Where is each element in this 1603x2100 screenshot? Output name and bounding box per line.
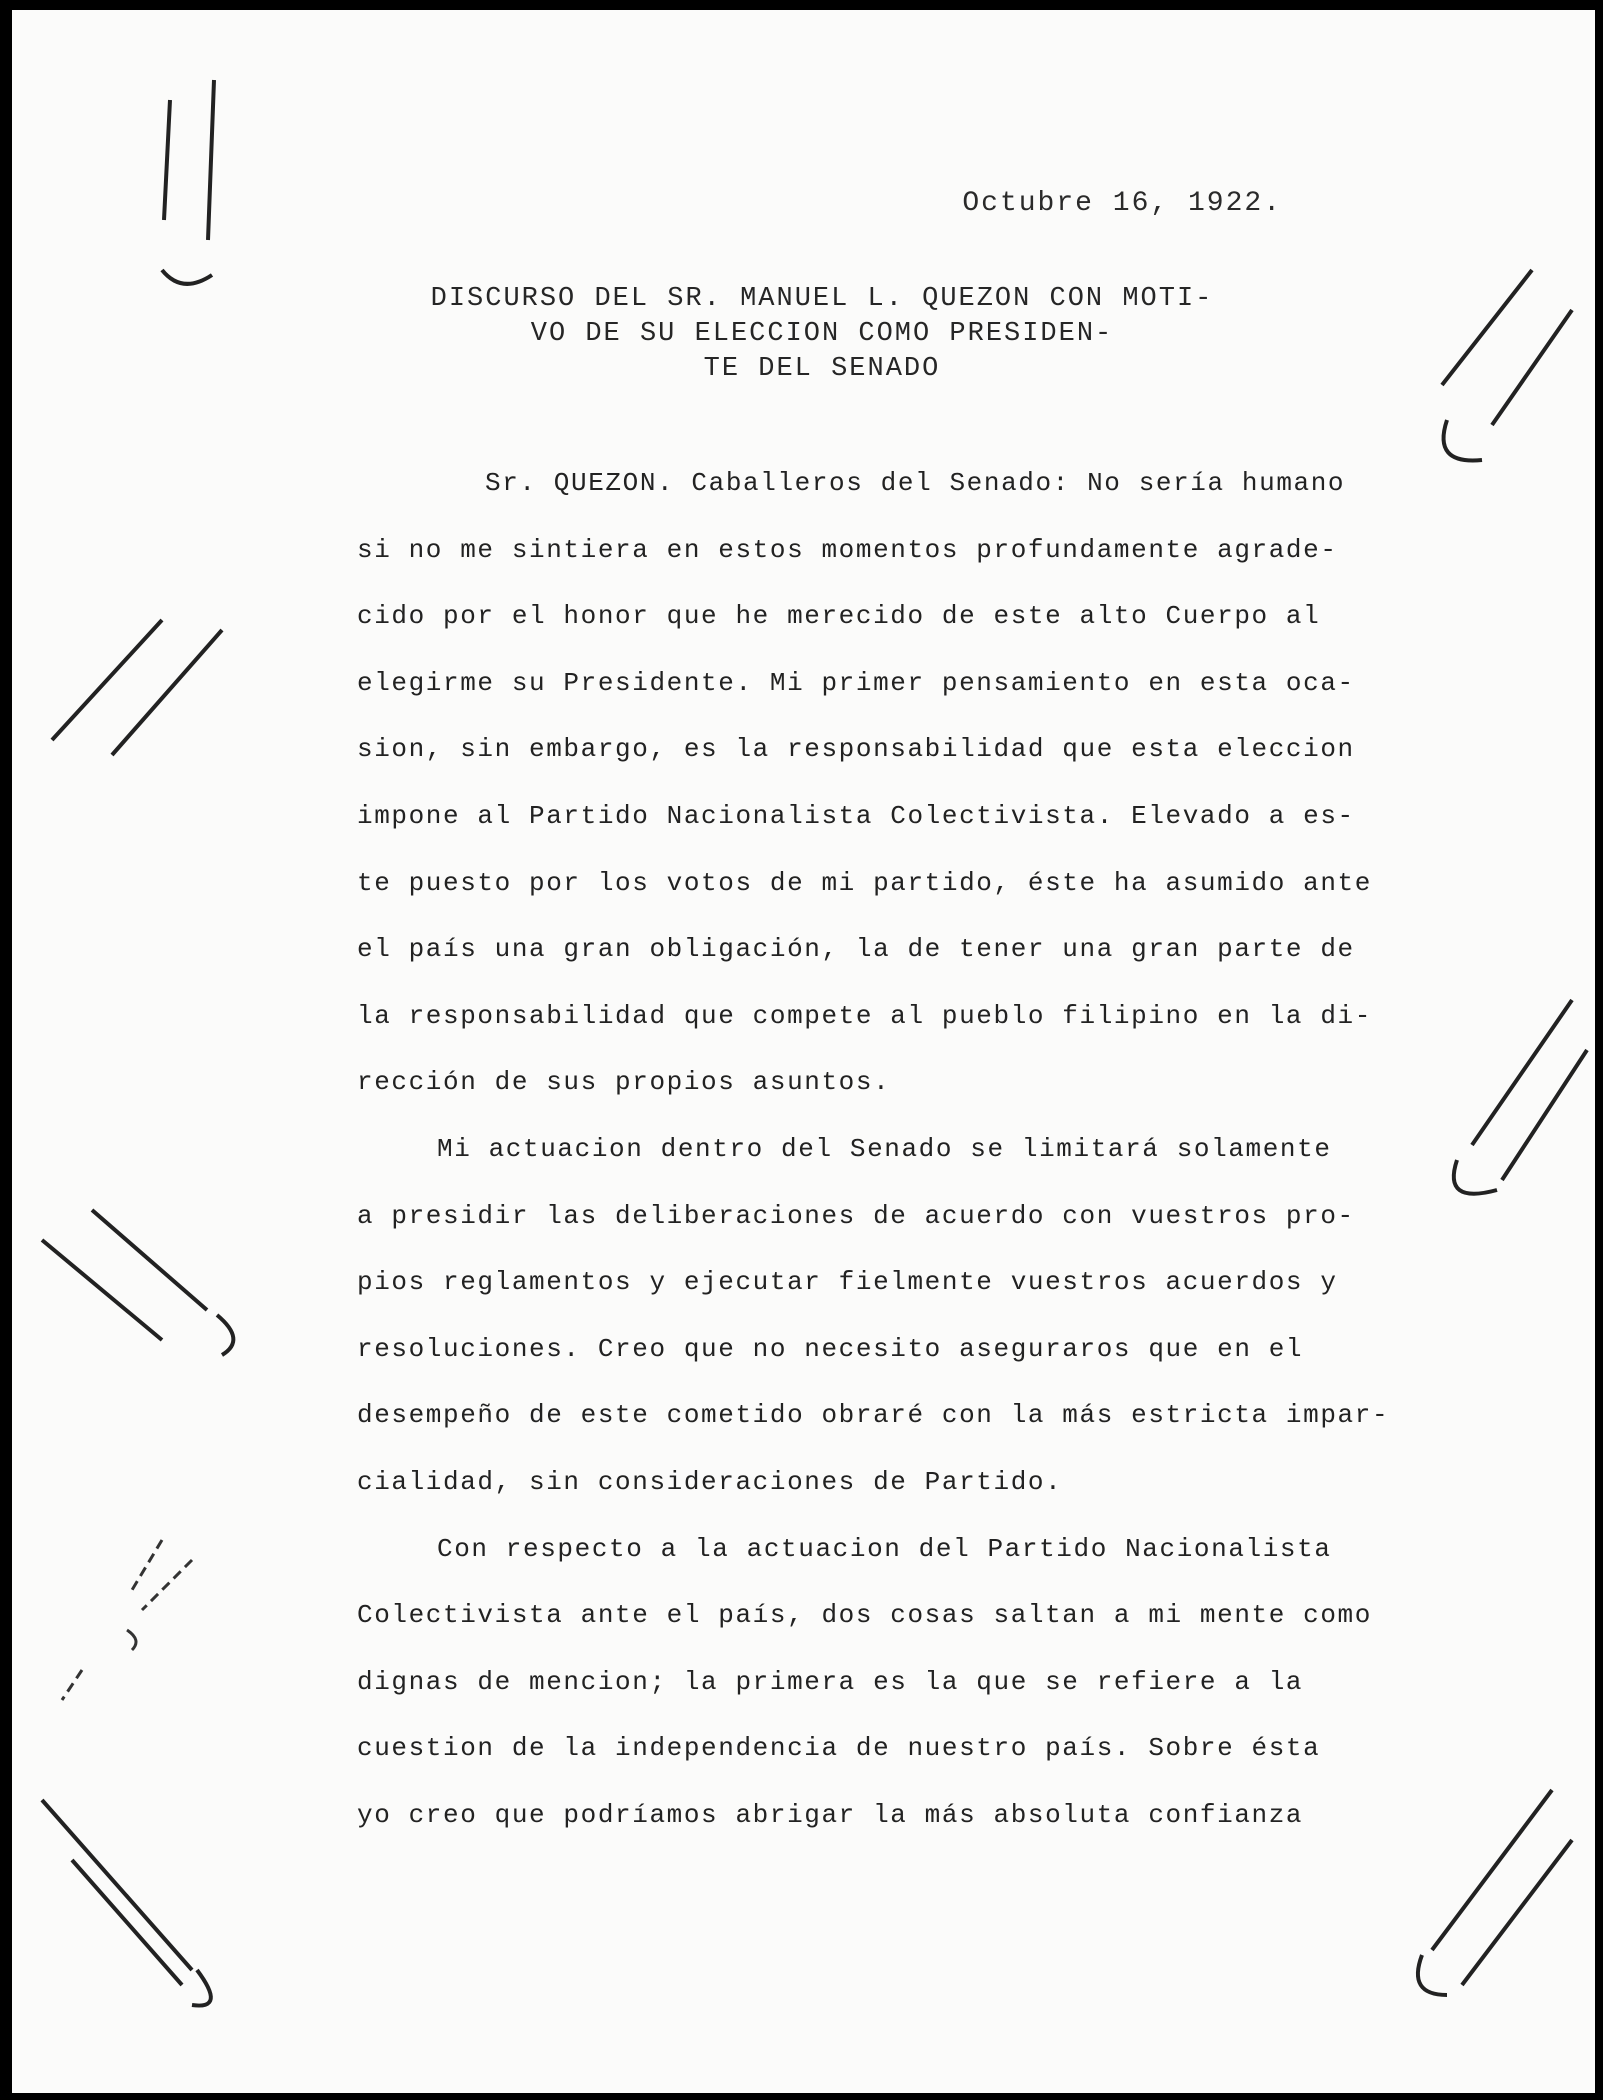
body-line: si no me sintiera en estos momentos profundamente agrade- bbox=[357, 534, 1338, 565]
body-line: dignas de mencion; la primera es la que se refiere a la bbox=[357, 1666, 1304, 1697]
body-line: sion, sin embargo, es la responsabilidad que esta eleccion bbox=[357, 734, 1355, 765]
body-line: te puesto por los votos de mi partido, éste ha asumido ante bbox=[357, 867, 1372, 898]
body-line: a presidir las deliberaciones de acuerdo con vuestros pro- bbox=[357, 1200, 1355, 1231]
paper-clip-mark-mid-left bbox=[32, 610, 232, 770]
heading-line: TE DEL SENADO bbox=[703, 354, 941, 384]
body-line: cuestion de la independencia de nuestro país. Sobre ésta bbox=[357, 1733, 1321, 1764]
body-line: resoluciones. Creo que no necesito aseguraros que en el bbox=[357, 1333, 1304, 1364]
body-line: rección de sus propios asuntos. bbox=[357, 1067, 891, 1098]
heading-line: VO DE SU ELECCION COMO PRESIDEN- bbox=[530, 319, 1114, 349]
body-line: la responsabilidad que compete al pueblo filipino en la di- bbox=[357, 1000, 1372, 1031]
paper-clip-mark-bottom-right bbox=[1402, 1780, 1582, 2010]
body-line: Colectivista ante el país, dos cosas saltan a mi mente como bbox=[357, 1600, 1372, 1631]
paper-clip-mark-mid-right bbox=[1432, 980, 1592, 1220]
heading-line: DISCURSO DEL SR. MANUEL L. QUEZON CON MOTI- bbox=[430, 284, 1214, 314]
body-line: impone al Partido Nacionalista Colectivista. Elevado a es- bbox=[357, 800, 1355, 831]
body-line: el país una gran obligación, la de tener una gran parte de bbox=[357, 934, 1355, 965]
body-line: yo creo que podríamos abrigar la más absoluta confianza bbox=[357, 1799, 1304, 1830]
body-line: desempeño de este cometido obraré con la más estricta impar- bbox=[357, 1400, 1390, 1431]
document-date: Octubre 16, 1922. bbox=[962, 188, 1282, 219]
body-line: Mi actuacion dentro del Senado se limitará solamente bbox=[437, 1133, 1332, 1164]
speech-body bbox=[357, 450, 1390, 1848]
paper-clip-mark-top-left bbox=[142, 70, 232, 300]
body-line: cido por el honor que he merecido de este alto Cuerpo al bbox=[357, 601, 1321, 632]
paper-clip-mark-left-bottom-small bbox=[42, 1530, 202, 1710]
paper-clip-mark-top-right bbox=[1422, 250, 1582, 490]
document-heading bbox=[402, 282, 1242, 387]
body-line: pios reglamentos y ejecutar fielmente vuestros acuerdos y bbox=[357, 1267, 1338, 1298]
document-page bbox=[12, 10, 1595, 2093]
paper-clip-mark-bottom-left bbox=[32, 1780, 232, 2010]
body-line: Sr. QUEZON. Caballeros del Senado: No sería humano bbox=[485, 468, 1346, 498]
body-line: cialidad, sin consideraciones de Partido. bbox=[357, 1466, 1063, 1497]
body-line: elegirme su Presidente. Mi primer pensamiento en esta oca- bbox=[357, 667, 1355, 698]
paper-clip-mark-left-lower bbox=[32, 1190, 242, 1360]
body-line: Con respecto a la actuacion del Partido Nacionalista bbox=[437, 1533, 1332, 1564]
